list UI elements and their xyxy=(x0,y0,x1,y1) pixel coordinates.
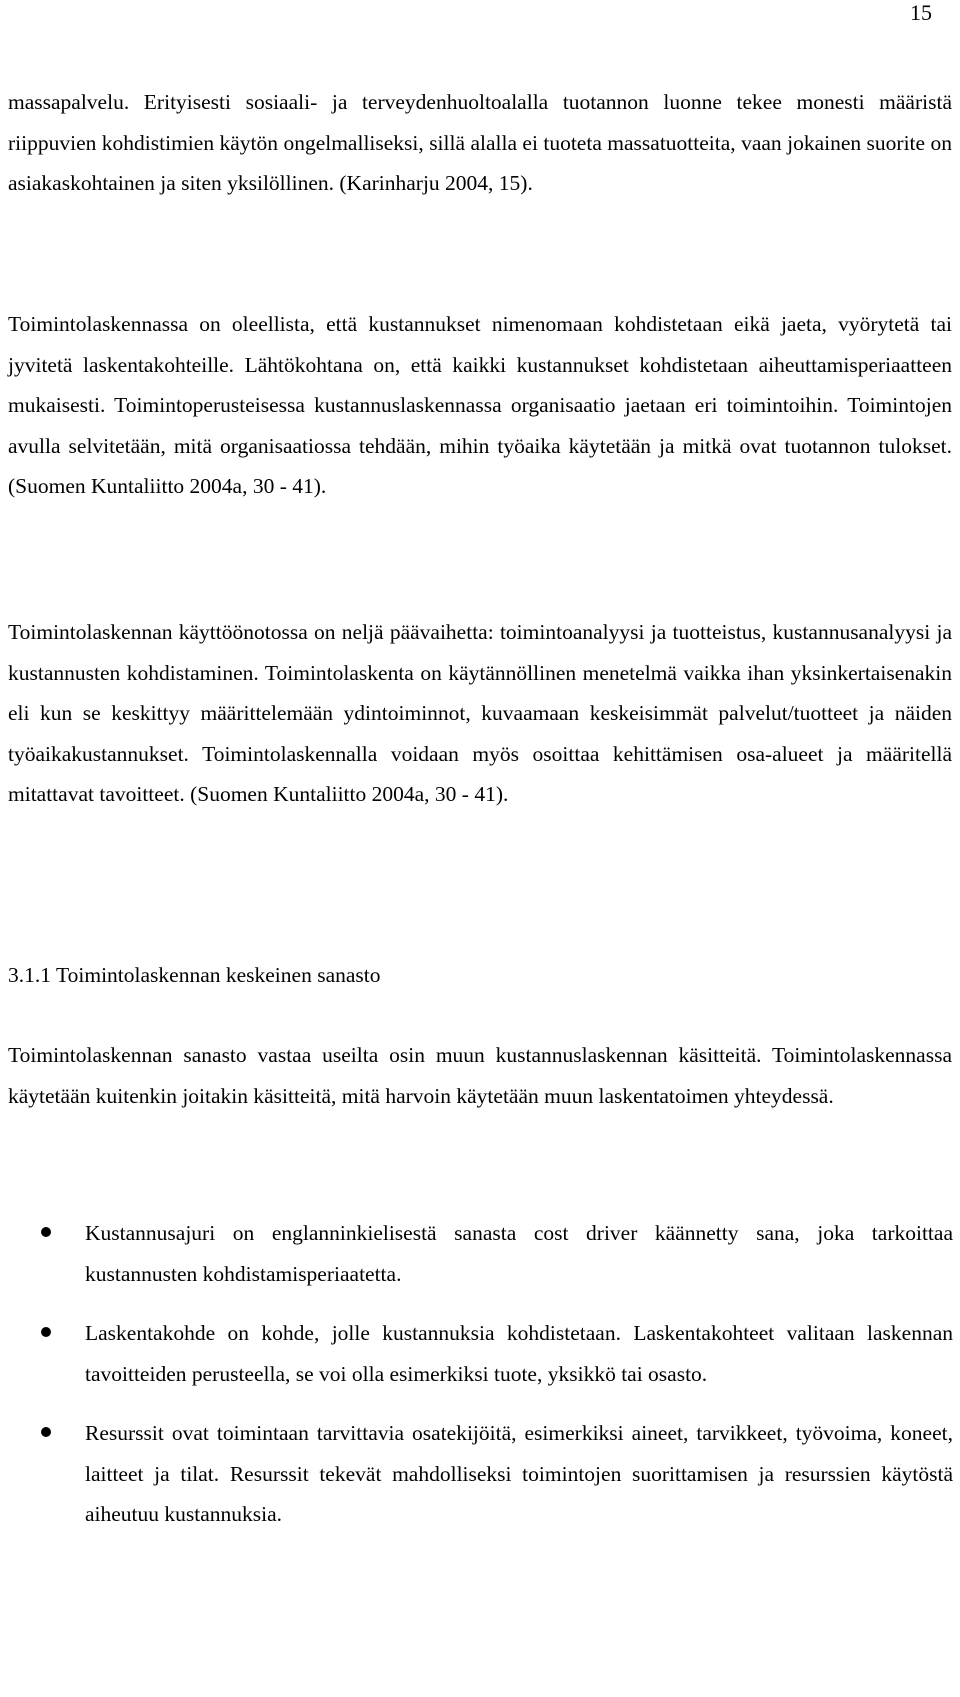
section-heading: 3.1.1 Toimintolaskennan keskeinen sanasto xyxy=(8,963,381,987)
paragraph-toimintolaskennassa: Toimintolaskennassa on oleellista, että kustannukset nimenomaan kohdistetaan eikä jaeta, vyörytetä tai jyvitetä laskentakohteille. Lähtökohtana on, että kaikki kustannukset kohdistetaan aiheuttamisperiaatteen mukaisesti. Toimintoperusteisessa kustannuslaskennassa organisaatio jaetaan eri toimintoihin. Toimintojen avulla selvitetään, mitä organisaatiossa tehdään, mihin työaika käytetään ja mitkä ovat tuotannon tulokset. (Suomen Kuntaliitto 2004a, 30 - 41). xyxy=(8,312,952,498)
paragraph-massapalvelu: massapalvelu. Erityisesti sosiaali- ja terveydenhuoltoalalla tuotannon luonne tekee monesti määristä riippuvien kohdistimien käytön ongelmalliseksi, sillä alalla ei tuoteta massatuotteita, vaan jokainen suorite on asiakaskohtainen ja siten yksilöllinen. (Karinharju 2004, 15). xyxy=(8,90,952,195)
list-item-text: Resurssit ovat toimintaan tarvittavia osatekijöitä, esimerkiksi aineet, tarvikkeet, työvoima, koneet, laitteet ja tilat. Resurssit tekevät mahdolliseksi toimintojen suorittamisen ja resurssien käytöstä aiheutuu kustannuksia. xyxy=(85,1421,953,1526)
list-item xyxy=(0,1213,953,1294)
list-item-text: Kustannusajuri on englanninkielisestä sanasta cost driver käännetty sana, joka tarkoittaa kustannusten kohdistamisperiaatetta. xyxy=(85,1221,953,1286)
list-item xyxy=(0,1313,953,1394)
bullet-icon xyxy=(41,1427,51,1437)
bullet-icon xyxy=(41,1327,51,1337)
paragraph-kayttoonotto: Toimintolaskennan käyttöönotossa on neljä päävaihetta: toimintoanalyysi ja tuotteistus, kustannusanalyysi ja kustannusten kohdistaminen. Toimintolaskenta on käytännöllinen menetelmä vaikka ihan yksinkertaisenakin eli kun se keskittyy määrittelemään ydintoiminnot, kuvaamaan keskeisimmät palvelut/tuotteet ja näiden työaikakustannukset. Toimintolaskennalla voidaan myös osoittaa kehittämisen osa-alueet ja määritellä mitattavat tavoitteet. (Suomen Kuntaliitto 2004a, 30 - 41). xyxy=(8,620,952,806)
paragraph-sanasto: Toimintolaskennan sanasto vastaa useilta osin muun kustannuslaskennan käsitteitä. Toimintolaskennassa käytetään kuitenkin joitakin käsitteitä, mitä harvoin käytetään muun laskentatoimen yhteydessä. xyxy=(8,1043,952,1108)
list-item-text: Laskentakohde on kohde, jolle kustannuksia kohdistetaan. Laskentakohteet valitaan laskennan tavoitteiden perusteella, se voi olla esimerkiksi tuote, yksikkö tai osasto. xyxy=(85,1321,953,1386)
term-list xyxy=(0,1213,960,1554)
bullet-icon xyxy=(41,1227,51,1237)
page-number: 15 xyxy=(910,0,932,25)
list-item xyxy=(0,1413,953,1535)
